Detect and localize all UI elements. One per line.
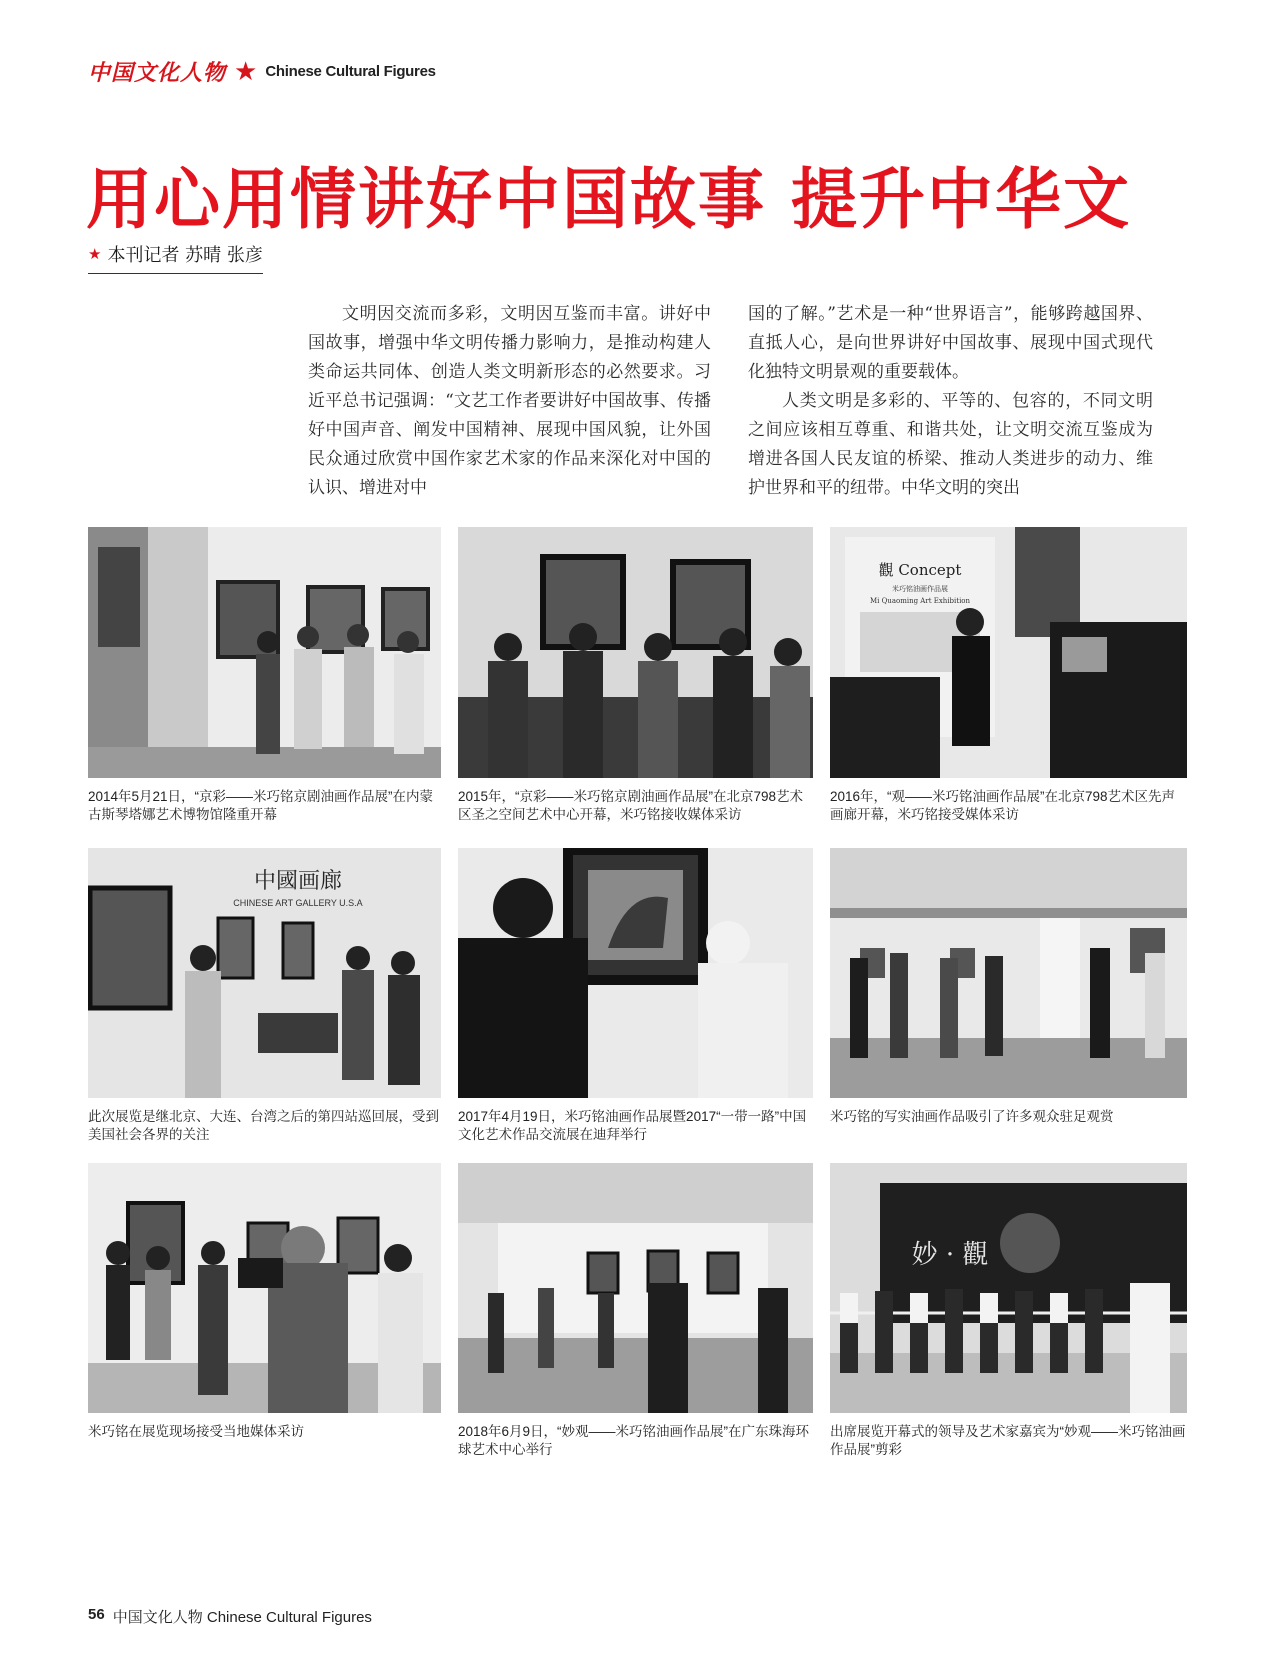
paragraph: 国的了解。”艺术是一种“世界语言”，能够跨越国界、直抵人心，是向世界讲好中国故事、展现中国式现代化独特文明景观的重要载体。 <box>748 304 1153 382</box>
photo-caption: 2017年4月19日，米巧铭油画作品展暨2017“一带一路”中国文化艺术作品交流展在迪拜举行 <box>458 1109 807 1142</box>
banner-title: 妙 · 觀 <box>911 1240 989 1270</box>
exhibition-photo-usa <box>88 848 441 1098</box>
gallery-sign-english: CHINESE ART GALLERY U.S.A <box>233 898 363 908</box>
exhibition-photo-2015 <box>458 527 813 778</box>
photo-caption: 2015年，“京彩——米巧铭京剧油画作品展”在北京798艺术区圣之空间艺术中心开幕，米巧铭接收媒体采访 <box>458 789 804 822</box>
photo-caption: 此次展览是继北京、大连、台湾之后的第四站巡回展，受到美国社会各界的关注 <box>88 1109 439 1142</box>
page-footer <box>88 1606 372 1627</box>
magazine-header <box>88 56 436 87</box>
exhibition-photo-dubai <box>458 848 813 1098</box>
byline <box>88 241 263 274</box>
exhibition-photo-interview <box>88 1163 441 1413</box>
star-icon: ★ <box>234 56 258 87</box>
star-icon: ★ <box>88 245 102 263</box>
article-headline: 用心用情讲好中国故事 提升中华文 <box>86 161 1131 238</box>
intro-column-2 <box>748 300 1153 503</box>
photo-caption: 2018年6月9日，“妙观——米巧铭油画作品展”在广东珠海环球艺术中心举行 <box>458 1424 810 1457</box>
page-number: 56 <box>88 1606 105 1623</box>
sign-title: 觀 Concept <box>878 561 962 579</box>
paragraph: 文明因交流而多彩，文明因互鉴而丰富。讲好中国故事，增强中华文明传播力影响力，是推动构建人类命运共同体、创造人类文明新形态的必然要求。习近平总书记强调：“文艺工作者要讲好中国故事、传播好中国声音、阐发中国精神、展现中国风貌，让外国民众通过欣赏中国作家艺术家的作品来深化对中国的认识、增进对中 <box>308 304 711 498</box>
photo-caption: 2016年，“观——米巧铭油画作品展”在北京798艺术区先声画廊开幕，米巧铭接受媒体采访 <box>830 789 1176 822</box>
photo-caption: 2014年5月21日，“京彩——米巧铭京剧油画作品展”在内蒙古斯琴塔娜艺术博物馆隆重开幕 <box>88 789 434 822</box>
brand-english: Chinese Cultural Figures <box>265 63 436 80</box>
paragraph: 人类文明是多彩的、平等的、包容的，不同文明之间应该相互尊重、和谐共处，让文明交流互鉴成为增进各国人民友谊的桥梁、推动人类进步的动力、维护世界和平的纽带。中华文明的突出 <box>748 391 1153 498</box>
exhibition-photo-ribbon <box>830 1163 1187 1413</box>
exhibition-photo-visitors <box>830 848 1187 1098</box>
sign-english: Mi Quaoming Art Exhibition <box>869 597 971 605</box>
photo-caption: 米巧铭的写实油画作品吸引了许多观众驻足观赏 <box>830 1109 1114 1124</box>
photo-caption: 米巧铭在展览现场接受当地媒体采访 <box>88 1424 304 1439</box>
exhibition-photo-2016 <box>830 527 1187 778</box>
brand-chinese: 中国文化人物 <box>88 60 227 86</box>
byline-text: 本刊记者 苏晴 张彦 <box>107 245 263 266</box>
exhibition-photo-zhuhai <box>458 1163 813 1413</box>
exhibition-photo-2014 <box>88 527 441 778</box>
footer-title: 中国文化人物 Chinese Cultural Figures <box>112 1609 372 1626</box>
intro-column-1 <box>308 300 711 503</box>
gallery-sign: 中國画廊 <box>253 869 343 894</box>
photo-caption: 出席展览开幕式的领导及艺术家嘉宾为“妙观——米巧铭油画作品展”剪彩 <box>830 1424 1186 1457</box>
sign-subtitle: 米巧铭油画作品展 <box>892 585 948 593</box>
